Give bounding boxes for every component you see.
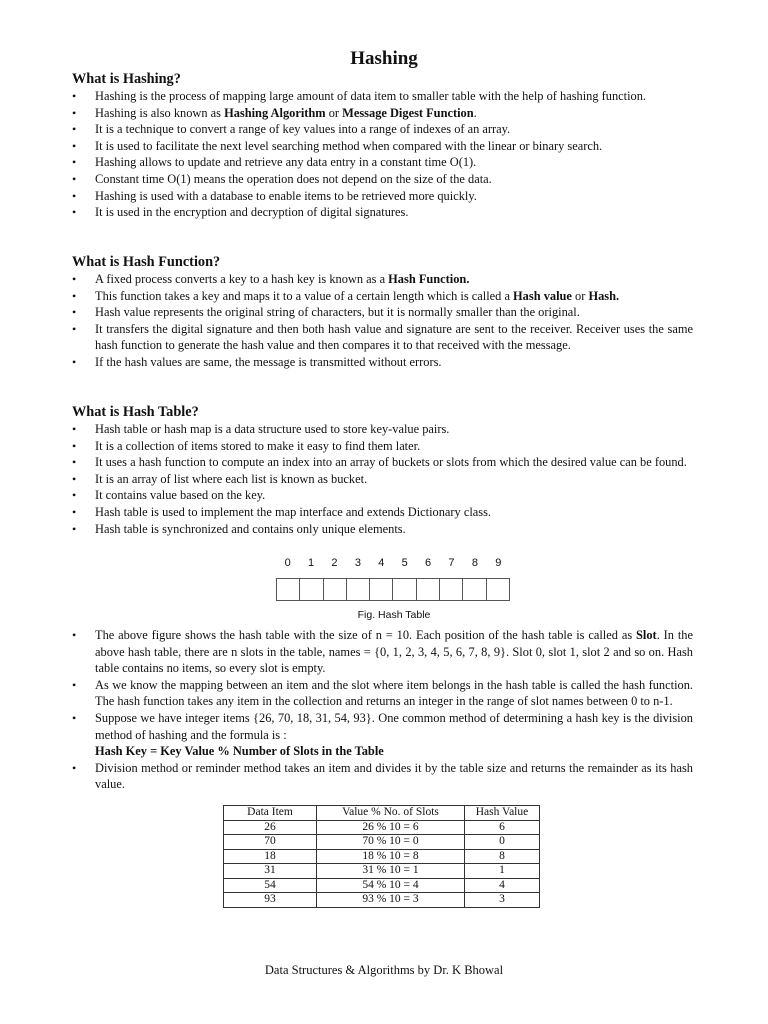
section-heading-hashing: What is Hashing? <box>72 71 181 87</box>
text-run: Hash table or hash map is a data structure used to store key-value pairs. <box>95 422 450 436</box>
slot-index-label: 7 <box>448 557 455 569</box>
slot-index-label: 2 <box>331 557 338 569</box>
table-cell: 26 % 10 = 6 <box>317 820 465 835</box>
text-run: . In the above hash table, there are n slots in the table, names = {0, 1, 2, 3, 4, 5, 6, 7, 8, 9}. Slot 0, slot 1, slot 2 and so on. Hash table contains no items, so every slot is empty. <box>95 628 693 676</box>
text-run: The above figure shows the hash table with the size of n = 10. Each position of the hash table is called as <box>95 628 637 642</box>
bullet-item <box>72 154 693 171</box>
bullet-item <box>72 487 693 504</box>
text-run: It uses a hash function to compute an index into an array of buckets or slots from which the desired value can be found. <box>95 455 687 470</box>
page-footer: Data Structures & Algorithms by Dr. K Bhowal <box>264 963 504 977</box>
text-run: Hashing is also known as <box>95 105 225 120</box>
text-run: Suppose we have integer items {26, 70, 18, 31, 54, 93}. One common method of determining a hash key is the division method of hashing and the formula is : <box>95 710 693 742</box>
slot-index-label: 8 <box>471 557 478 569</box>
section-bullets-hash-function <box>72 271 693 371</box>
table-row <box>224 893 540 908</box>
bullet-item <box>72 138 693 155</box>
table-row <box>224 835 540 850</box>
hash-key-formula: Hash Key = Key Value % Number of Slots in the Table <box>95 744 384 759</box>
empty-slot <box>300 579 323 600</box>
bullet-item <box>72 288 693 305</box>
bullet-item <box>72 710 693 743</box>
empty-slot <box>324 579 347 600</box>
text-run: . <box>473 105 477 120</box>
table-cell: 93 <box>224 893 317 908</box>
slot-numbers <box>276 556 512 572</box>
bullet-item <box>72 438 693 455</box>
empty-slot <box>487 579 509 600</box>
text-run: It is used in the encryption and decryption of digital signatures. <box>95 205 409 220</box>
bullet-item <box>72 354 693 371</box>
text-run: Hash value represents the original string of characters, but it is normally smaller than the original. <box>95 305 580 320</box>
section-bullets-hashing <box>72 88 693 221</box>
slot-index-label: 6 <box>425 557 432 569</box>
table-header-row <box>224 806 540 821</box>
bullet-item <box>72 105 693 122</box>
hash-table-figure <box>276 556 512 626</box>
table-header: Data Item <box>224 806 317 821</box>
table-header: Value % No. of Slots <box>317 806 465 821</box>
text-run: This function takes a key and maps it to a value of a certain length which is called a <box>95 288 514 303</box>
bullet-item <box>72 454 693 471</box>
bullet-item <box>72 304 693 321</box>
bullet-item <box>72 321 693 354</box>
table-cell: 93 % 10 = 3 <box>317 893 465 908</box>
table-cell: 54 % 10 = 4 <box>317 878 465 893</box>
section-bullets-hash-table <box>72 421 693 537</box>
hash-value-table <box>223 805 540 908</box>
table-cell: 8 <box>465 849 540 864</box>
text-run: It transfers the digital signature and then both hash value and signature are sent to the receiver. Receiver uses the same hash function to generate the hash value and then compares it to that received with the message. <box>95 321 693 353</box>
slot-index-label: 1 <box>308 557 315 569</box>
table-row <box>224 820 540 835</box>
table-cell: 70 <box>224 835 317 850</box>
text-run: A fixed process converts a key to a hash key is known as a <box>95 272 389 286</box>
empty-slot <box>393 579 416 600</box>
text-run: It is a technique to convert a range of key values into a range of indexes of an array. <box>95 122 511 137</box>
slot-index-label: 9 <box>495 557 502 569</box>
table-cell: 54 <box>224 878 317 893</box>
table-row <box>224 849 540 864</box>
text-run: Division method or reminder method takes an item and divides it by the table size and returns the remainder as its hash value. <box>95 760 693 792</box>
table-cell: 70 % 10 = 0 <box>317 835 465 850</box>
table-cell: 0 <box>465 835 540 850</box>
text-run: It contains value based on the key. <box>95 488 266 503</box>
bullet-item <box>72 421 693 438</box>
table-cell: 31 % 10 = 1 <box>317 864 465 879</box>
section-heading-hash-function: What is Hash Function? <box>72 254 221 270</box>
bullet-item <box>72 471 693 488</box>
table-cell: 6 <box>465 820 540 835</box>
bullet-item <box>72 521 693 538</box>
bullet-item <box>72 188 693 205</box>
text-run: It is a collection of items stored to make it easy to find them later. <box>95 438 421 453</box>
after-figure-bullets <box>72 627 693 793</box>
figure-caption: Fig. Hash Table <box>357 609 431 621</box>
table-cell: 18 % 10 = 8 <box>317 849 465 864</box>
text-run: Constant time O(1) means the operation does not depend on the size of the data. <box>95 171 492 186</box>
table-cell: 1 <box>465 864 540 879</box>
section-heading-hash-table: What is Hash Table? <box>72 404 199 420</box>
table-cell: 26 <box>224 820 317 835</box>
bold-term: Message Digest Function <box>342 105 474 120</box>
text-run: Hashing allows to update and retrieve any data entry in a constant time O(1). <box>95 155 477 170</box>
text-run: Hashing is the process of mapping large amount of data item to smaller table with the help of hashing function. <box>95 89 647 103</box>
text-run: or <box>325 105 343 120</box>
bullet-item <box>72 171 693 188</box>
bold-term: Slot <box>636 628 657 642</box>
text-run: Hashing is used with a database to enable items to be retrieved more quickly. <box>95 188 477 203</box>
bullet-item <box>72 88 693 105</box>
bold-term: Hashing Algorithm <box>224 105 326 120</box>
bullet-item <box>72 760 693 793</box>
text-run: or <box>571 288 589 303</box>
bullet-item <box>72 204 693 221</box>
empty-slot <box>277 579 300 600</box>
text-run: As we know the mapping between an item and the slot where item belongs in the hash table is called the hash function. The hash function takes any item in the collection and returns an integer in the range of slot names between 0 to n-1. <box>95 677 693 709</box>
table-cell: 18 <box>224 849 317 864</box>
slot-index-label: 4 <box>378 557 385 569</box>
bullet-item <box>72 504 693 521</box>
bullet-item <box>72 121 693 138</box>
text-run: Hash table is synchronized and contains only unique elements. <box>95 521 406 536</box>
empty-slot <box>440 579 463 600</box>
slot-row <box>276 578 510 601</box>
empty-slot <box>417 579 440 600</box>
bullet-item <box>72 271 693 288</box>
slot-index-label: 0 <box>284 557 291 569</box>
bold-term: Hash value <box>513 288 572 303</box>
table-cell: 31 <box>224 864 317 879</box>
text-run: It is used to facilitate the next level searching method when compared with the linear or binary search. <box>95 138 603 153</box>
text-run: If the hash values are same, the message is transmitted without errors. <box>95 354 442 369</box>
bold-term: Hash Function. <box>388 272 470 286</box>
text-run: Hash table is used to implement the map interface and extends Dictionary class. <box>95 504 492 519</box>
table-header: Hash Value <box>465 806 540 821</box>
bold-term: Hash. <box>588 288 620 303</box>
empty-slot <box>463 579 486 600</box>
table-cell: 3 <box>465 893 540 908</box>
table-row <box>224 864 540 879</box>
bullet-item <box>72 627 693 677</box>
text-run: It is an array of list where each list is known as bucket. <box>95 471 368 486</box>
slot-index-label: 3 <box>354 557 361 569</box>
page-title: Hashing <box>350 48 418 69</box>
bullet-item <box>72 677 693 710</box>
table-row <box>224 878 540 893</box>
table-cell: 4 <box>465 878 540 893</box>
empty-slot <box>347 579 370 600</box>
empty-slot <box>370 579 393 600</box>
slot-index-label: 5 <box>401 557 408 569</box>
